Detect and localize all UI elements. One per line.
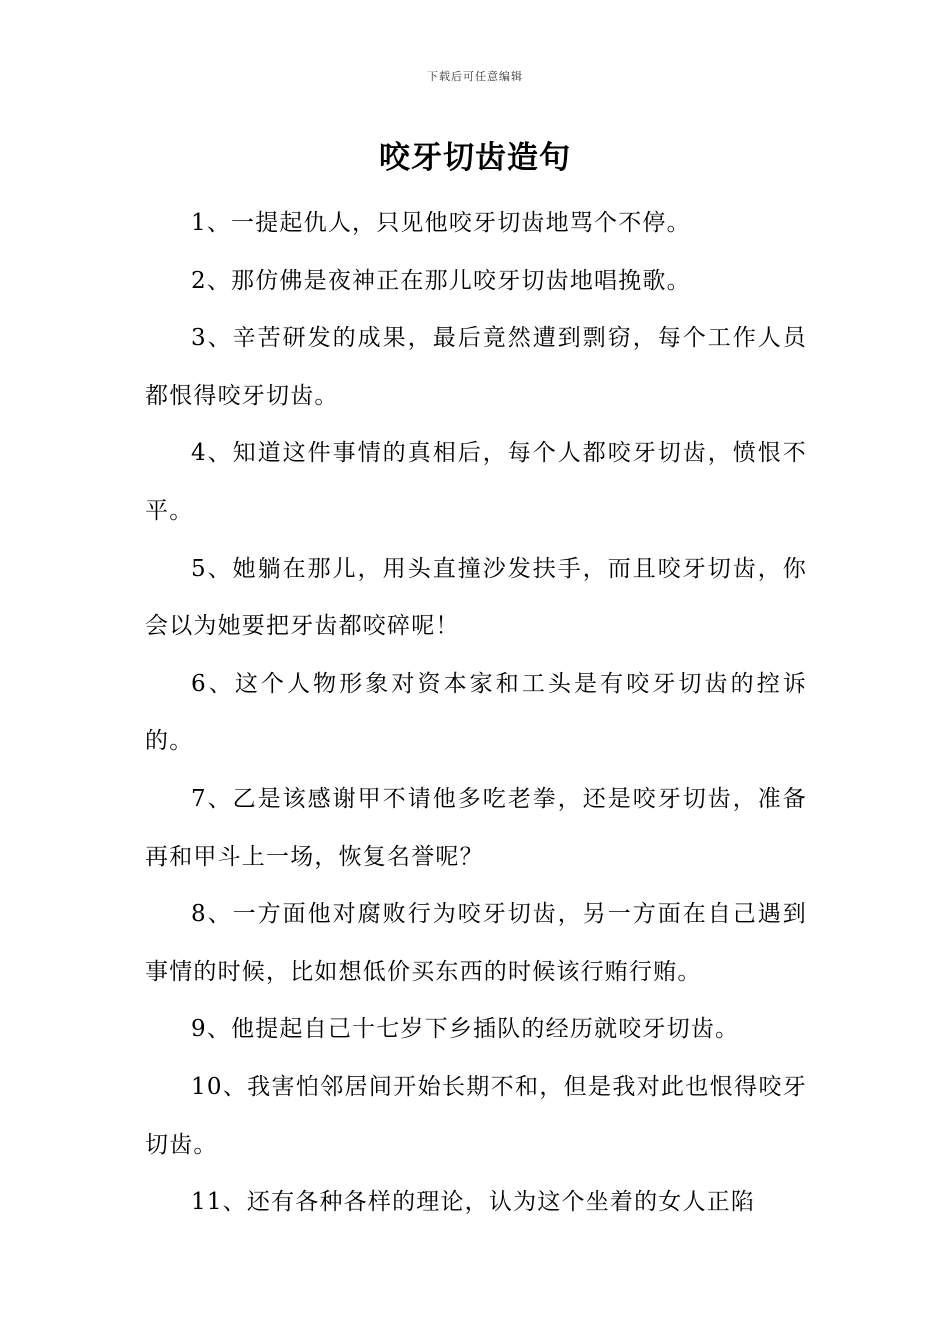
sentence-5: 5、她躺在那儿，用头直撞沙发扶手，而且咬牙切齿，你会以为她要把牙齿都咬碎呢！ [145, 555, 807, 640]
sentence-9: 9、他提起自己十七岁下乡插队的经历就咬牙切齿。 [191, 1016, 740, 1043]
sentence-11: 11、还有各种各样的理论，认为这个坐着的女人正陷 [191, 1189, 756, 1216]
sentence-4: 4、知道这件事情的真相后，每个人都咬牙切齿，愤恨不平。 [145, 440, 807, 524]
page-header-note: 下载后可任意编辑 [427, 70, 523, 83]
sentence-10: 10、我害怕邻居间开始长期不和，但是我对此也恨得咬牙切齿。 [145, 1073, 807, 1158]
document-title: 咬牙切齿造句 [379, 140, 571, 176]
sentence-6: 6、这个人物形象对资本家和工头是有咬牙切齿的控诉的。 [145, 670, 807, 755]
sentence-3: 3、辛苦研发的成果，最后竟然遭到剽窃，每个工作人员都恨得咬牙切齿。 [145, 325, 807, 409]
document-body [145, 195, 807, 1232]
sentence-7: 7、乙是该感谢甲不请他多吃老拳，还是咬牙切齿，准备再和甲斗上一场，恢复名誉呢？ [145, 785, 807, 870]
sentence-1: 1、一提起仇人，只见他咬牙切齿地骂个不停。 [191, 210, 691, 236]
sentence-8: 8、一方面他对腐败行为咬牙切齿，另一方面在自己遇到事情的时候，比如想低价买东西的时候该行贿行贿。 [145, 901, 807, 985]
sentence-2: 2、那仿佛是夜神正在那儿咬牙切齿地唱挽歌。 [191, 267, 691, 294]
